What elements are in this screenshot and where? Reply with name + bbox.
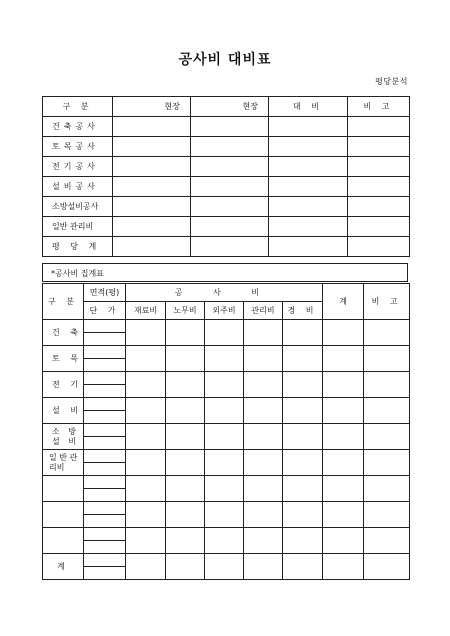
comparison-row (43, 117, 410, 137)
summary-cell[interactable] (323, 398, 364, 424)
summary-header-expenses: 경 비 (283, 302, 323, 320)
summary-table (42, 283, 410, 580)
comparison-row-label: 설비공사 (43, 177, 113, 197)
summary-row-label (43, 476, 84, 502)
summary-cell[interactable] (244, 528, 283, 554)
summary-cell[interactable] (364, 372, 410, 398)
summary-cell[interactable] (364, 528, 410, 554)
summary-cell[interactable] (364, 476, 410, 502)
summary-cell[interactable] (205, 528, 244, 554)
summary-row (43, 320, 410, 333)
summary-cell[interactable] (166, 528, 205, 554)
summary-area-cell[interactable] (84, 424, 126, 437)
summary-cell[interactable] (244, 450, 283, 476)
summary-cell[interactable] (126, 528, 166, 554)
summary-cell[interactable] (166, 372, 205, 398)
summary-row (43, 528, 410, 541)
summary-unit-price-cell[interactable] (84, 437, 126, 450)
summary-cell[interactable] (166, 346, 205, 372)
summary-cell[interactable] (323, 450, 364, 476)
summary-note: *공사비 집계표 (42, 263, 408, 282)
summary-row-label: 토 목 (43, 346, 84, 372)
summary-cell[interactable] (323, 554, 364, 580)
comparison-cell[interactable] (269, 117, 348, 137)
comparison-cell[interactable] (191, 237, 269, 257)
summary-total-row (43, 554, 410, 567)
summary-cell[interactable] (205, 320, 244, 346)
summary-row-label: 건 축 (43, 320, 84, 346)
summary-header-cost: 공 사 비 (126, 284, 323, 302)
comparison-header-remarks: 비 고 (348, 97, 410, 117)
summary-header-material: 재료비 (126, 302, 166, 320)
comparison-row-label: 일반 관리비 (43, 217, 113, 237)
summary-cell[interactable] (364, 424, 410, 450)
comparison-cell[interactable] (269, 177, 348, 197)
summary-unit-price-cell[interactable] (84, 411, 126, 424)
summary-cell[interactable] (244, 502, 283, 528)
comparison-row (43, 237, 410, 257)
comparison-cell[interactable] (348, 177, 410, 197)
summary-cell[interactable] (166, 398, 205, 424)
summary-cell[interactable] (205, 476, 244, 502)
summary-cell[interactable] (283, 424, 323, 450)
summary-cell[interactable] (205, 346, 244, 372)
summary-header-category: 구 분 (43, 284, 84, 320)
comparison-row-label: 소방설비공사 (43, 197, 113, 217)
summary-cell[interactable] (126, 554, 166, 580)
document-title: 공사비 대비표 (178, 52, 272, 68)
comparison-cell[interactable] (269, 217, 348, 237)
comparison-header-row (43, 97, 410, 117)
comparison-cell[interactable] (191, 177, 269, 197)
summary-cell[interactable] (323, 346, 364, 372)
summary-unit-price-cell[interactable] (84, 567, 126, 580)
summary-header-outsourcing: 외주비 (205, 302, 244, 320)
summary-cell[interactable] (283, 346, 323, 372)
summary-row-label: 소 방 설 비 (43, 424, 84, 450)
summary-cell[interactable] (364, 554, 410, 580)
summary-header-management: 관리비 (244, 302, 283, 320)
comparison-header-site-1: 현장 (113, 97, 191, 117)
comparison-cell[interactable] (113, 217, 191, 237)
summary-row (43, 398, 410, 411)
summary-cell[interactable] (323, 528, 364, 554)
summary-unit-price-cell[interactable] (84, 541, 126, 554)
summary-cell[interactable] (126, 320, 166, 346)
comparison-header-site-2: 현장 (191, 97, 269, 117)
summary-unit-price-cell[interactable] (84, 515, 126, 528)
summary-row (43, 372, 410, 385)
comparison-cell[interactable] (113, 157, 191, 177)
comparison-cell[interactable] (191, 217, 269, 237)
summary-cell[interactable] (205, 502, 244, 528)
comparison-cell[interactable] (113, 237, 191, 257)
comparison-header-category: 구 분 (43, 97, 113, 117)
comparison-cell[interactable] (348, 137, 410, 157)
comparison-cell[interactable] (269, 137, 348, 157)
summary-cell[interactable] (126, 502, 166, 528)
summary-cell[interactable] (166, 450, 205, 476)
summary-header-labor: 노무비 (166, 302, 205, 320)
summary-cell[interactable] (205, 554, 244, 580)
summary-cell[interactable] (126, 476, 166, 502)
summary-header-remarks: 비 고 (364, 284, 410, 320)
comparison-row (43, 217, 410, 237)
summary-cell[interactable] (166, 502, 205, 528)
summary-cell[interactable] (126, 450, 166, 476)
document-subtitle: 평당분석 (375, 77, 408, 86)
summary-area-cell[interactable] (84, 320, 126, 333)
summary-area-cell[interactable] (84, 554, 126, 567)
summary-header-total: 계 (323, 284, 364, 320)
summary-header-unit-price: 단 가 (84, 302, 126, 320)
summary-cell[interactable] (283, 450, 323, 476)
summary-cell[interactable] (244, 398, 283, 424)
summary-cell[interactable] (205, 372, 244, 398)
summary-row-label: 전 기 (43, 372, 84, 398)
summary-area-cell[interactable] (84, 346, 126, 359)
summary-cell[interactable] (126, 398, 166, 424)
summary-cell[interactable] (283, 476, 323, 502)
comparison-cell[interactable] (269, 237, 348, 257)
comparison-row-label: 평 당 계 (43, 237, 113, 257)
comparison-cell[interactable] (191, 117, 269, 137)
summary-unit-price-cell[interactable] (84, 385, 126, 398)
summary-cell[interactable] (244, 346, 283, 372)
summary-row-label: 일 반 관리비 (43, 450, 84, 476)
summary-row (43, 476, 410, 489)
summary-cell[interactable] (364, 502, 410, 528)
summary-cell[interactable] (323, 372, 364, 398)
summary-cell[interactable] (244, 424, 283, 450)
summary-cell[interactable] (205, 424, 244, 450)
summary-cell[interactable] (166, 554, 205, 580)
comparison-cell[interactable] (113, 177, 191, 197)
summary-unit-price-cell[interactable] (84, 489, 126, 502)
summary-cell[interactable] (323, 502, 364, 528)
summary-area-cell[interactable] (84, 502, 126, 515)
comparison-cell[interactable] (113, 197, 191, 217)
summary-cell[interactable] (126, 424, 166, 450)
comparison-row-label: 전기공사 (43, 157, 113, 177)
summary-cell[interactable] (166, 320, 205, 346)
summary-cell[interactable] (283, 528, 323, 554)
summary-cell[interactable] (283, 554, 323, 580)
summary-area-cell[interactable] (84, 398, 126, 411)
comparison-cell[interactable] (269, 197, 348, 217)
comparison-cell[interactable] (191, 197, 269, 217)
summary-cell[interactable] (323, 476, 364, 502)
summary-row-label (43, 502, 84, 528)
summary-cell[interactable] (244, 554, 283, 580)
comparison-header-compare: 대 비 (269, 97, 348, 117)
summary-cell[interactable] (166, 476, 205, 502)
summary-unit-price-cell[interactable] (84, 359, 126, 372)
comparison-row (43, 137, 410, 157)
comparison-row (43, 157, 410, 177)
comparison-cell[interactable] (113, 117, 191, 137)
summary-cell[interactable] (244, 372, 283, 398)
comparison-row (43, 197, 410, 217)
summary-cell[interactable] (364, 450, 410, 476)
summary-cell[interactable] (205, 450, 244, 476)
summary-cell[interactable] (323, 424, 364, 450)
summary-area-cell[interactable] (84, 372, 126, 385)
summary-cell[interactable] (283, 398, 323, 424)
summary-cell[interactable] (166, 424, 205, 450)
comparison-cell[interactable] (191, 137, 269, 157)
summary-cell[interactable] (364, 320, 410, 346)
comparison-row-label: 건축공사 (43, 117, 113, 137)
comparison-row (43, 177, 410, 197)
summary-row-label (43, 528, 84, 554)
summary-cell[interactable] (323, 320, 364, 346)
comparison-cell[interactable] (348, 157, 410, 177)
summary-unit-price-cell[interactable] (84, 463, 126, 476)
summary-area-cell[interactable] (84, 450, 126, 463)
summary-row (43, 424, 410, 437)
summary-cell[interactable] (364, 398, 410, 424)
summary-total-label: 계 (43, 554, 84, 580)
summary-row (43, 502, 410, 515)
comparison-cell[interactable] (348, 117, 410, 137)
comparison-cell[interactable] (348, 237, 410, 257)
summary-cell[interactable] (283, 372, 323, 398)
summary-row-label: 설 비 (43, 398, 84, 424)
summary-header-row (43, 284, 410, 302)
summary-cell[interactable] (364, 346, 410, 372)
summary-cell[interactable] (244, 476, 283, 502)
comparison-cell[interactable] (348, 197, 410, 217)
summary-area-cell[interactable] (84, 528, 126, 541)
summary-row (43, 450, 410, 463)
summary-cell[interactable] (283, 320, 323, 346)
summary-cell[interactable] (244, 320, 283, 346)
comparison-table (42, 96, 410, 257)
comparison-cell[interactable] (191, 157, 269, 177)
comparison-row-label: 토목공사 (43, 137, 113, 157)
summary-unit-price-cell[interactable] (84, 333, 126, 346)
summary-area-cell[interactable] (84, 476, 126, 489)
summary-cell[interactable] (126, 372, 166, 398)
summary-row (43, 346, 410, 359)
summary-cell[interactable] (126, 346, 166, 372)
comparison-cell[interactable] (113, 137, 191, 157)
comparison-cell[interactable] (269, 157, 348, 177)
summary-cell[interactable] (205, 398, 244, 424)
summary-cell[interactable] (283, 502, 323, 528)
comparison-cell[interactable] (348, 217, 410, 237)
summary-header-area: 면적(평) (84, 284, 126, 302)
